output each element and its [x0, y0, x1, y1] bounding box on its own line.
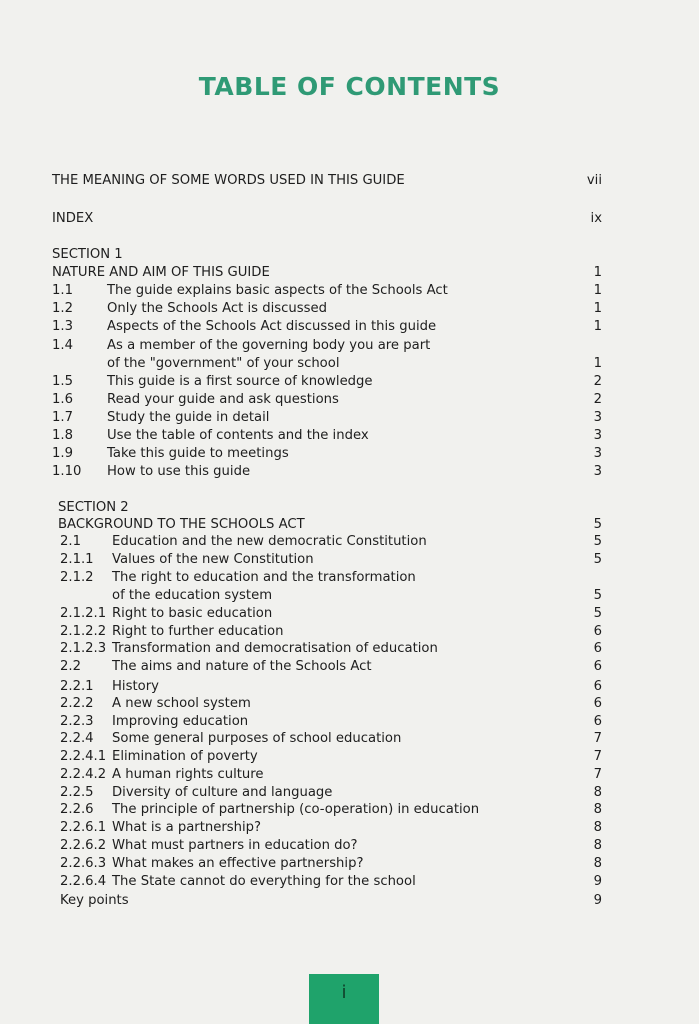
toc-entry-number: 2.1.2 [60, 570, 94, 585]
toc-entry-page: 2 [593, 374, 602, 389]
toc-entry-page: 6 [593, 641, 602, 656]
toc-entry-number: 1.3 [52, 319, 73, 334]
toc-entry-page: 8 [593, 820, 602, 835]
toc-entry-page: 5 [593, 588, 602, 603]
toc-entry-text: Use the table of contents and the index [107, 428, 369, 443]
toc-entry-number: 2.1.2.3 [60, 641, 107, 656]
toc-entry-number: 1.9 [52, 446, 73, 461]
toc-entry-page: 3 [593, 410, 602, 425]
toc-entry-number: 1.6 [52, 392, 73, 407]
toc-entry-number: 2.2.4 [60, 731, 94, 746]
toc-entry-page: 8 [593, 785, 602, 800]
toc-entry-number: 2.1.2.1 [60, 606, 107, 621]
toc-entry-number: 2.2.6.3 [60, 856, 107, 871]
toc-entry-text: Diversity of culture and language [112, 785, 333, 800]
toc-entry-page: 8 [593, 802, 602, 817]
toc-entry-text: Improving education [112, 714, 249, 729]
toc-entry-page: 5 [593, 606, 602, 621]
toc-entry-number: 1.2 [52, 301, 73, 316]
page-number: i [341, 982, 347, 1003]
toc-entry-page: 1 [593, 283, 602, 298]
page-title: TABLE OF CONTENTS [198, 72, 501, 101]
toc-entry-page: 2 [593, 392, 602, 407]
toc-entry-text: What must partners in education do? [112, 838, 358, 853]
toc-entry-text: The right to education and the transformation [112, 570, 416, 585]
toc-entry-text: BACKGROUND TO THE SCHOOLS ACT [58, 517, 305, 532]
toc-entry-number: 2.2.6.4 [60, 874, 107, 889]
toc-entry-page: 5 [593, 552, 602, 567]
page-number-tab [309, 974, 379, 1024]
toc-entry-number: 1.10 [52, 464, 82, 479]
toc-entry-page: 6 [593, 696, 602, 711]
toc-entry-page: 6 [593, 714, 602, 729]
toc-entry-page: 8 [593, 838, 602, 853]
toc-entry-page: 7 [593, 767, 602, 782]
toc-entry-number: 2.2.2 [60, 696, 94, 711]
toc-entry-number: 2.2.4.2 [60, 767, 107, 782]
toc-entry-text: Key points [60, 893, 129, 908]
toc-entry-text: As a member of the governing body you are part [107, 338, 431, 353]
toc-entry-text: Education and the new democratic Constitution [112, 534, 427, 549]
toc-entry-text: How to use this guide [107, 464, 251, 479]
toc-entry-text: Aspects of the Schools Act discussed in this guide [107, 319, 437, 334]
toc-entry-text: What is a partnership? [112, 820, 262, 835]
toc-entry-number: 1.8 [52, 428, 73, 443]
toc-entry-number: 2.2.6 [60, 802, 94, 817]
toc-entry-text: Transformation and democratisation of education [112, 641, 438, 656]
toc-entry-page: 3 [593, 446, 602, 461]
toc-entry-text: A new school system [112, 696, 251, 711]
toc-entry-text: SECTION 2 [58, 500, 129, 515]
toc-entry-page: 3 [593, 464, 602, 479]
toc-entry-text: Some general purposes of school education [112, 731, 402, 746]
toc-entry-text: NATURE AND AIM OF THIS GUIDE [52, 265, 270, 280]
toc-entry-number: 1.1 [52, 283, 73, 298]
toc-entry-text: Study the guide in detail [107, 410, 270, 425]
toc-entry-page: 7 [593, 749, 602, 764]
toc-entry-number: 2.2.3 [60, 714, 94, 729]
toc-entry-text: What makes an effective partnership? [112, 856, 364, 871]
toc-entry-page: 9 [593, 893, 602, 908]
toc-entry-number: 2.1.2.2 [60, 624, 107, 639]
toc-entry-text: History [112, 679, 159, 694]
toc-entry-number: 2.2.6.1 [60, 820, 107, 835]
toc-entry-page: 6 [593, 624, 602, 639]
toc-entry-text: Right to further education [112, 624, 284, 639]
toc-entry-page: 9 [593, 874, 602, 889]
toc-entry-text: SECTION 1 [52, 247, 123, 262]
toc-entry-page: 1 [593, 319, 602, 334]
toc-entry-text: of the education system [112, 588, 273, 603]
toc-entry-number: 2.2 [60, 659, 81, 674]
toc-entry-number: 2.1.1 [60, 552, 94, 567]
toc-entry-text: INDEX [52, 211, 94, 226]
toc-entry-page: ix [590, 211, 602, 226]
toc-entry-text: The principle of partnership (co-operation) in education [112, 802, 480, 817]
toc-entry-text: The guide explains basic aspects of the Schools Act [107, 283, 448, 298]
toc-entry-page: 7 [593, 731, 602, 746]
toc-entry-number: 1.7 [52, 410, 73, 425]
toc-entry-number: 1.4 [52, 338, 73, 353]
toc-entry-number: 2.2.6.2 [60, 838, 107, 853]
toc-entry-page: vii [586, 173, 602, 188]
toc-entry-text: Read your guide and ask questions [107, 392, 339, 407]
toc-entry-page: 1 [593, 265, 602, 280]
toc-entry-text: Right to basic education [112, 606, 273, 621]
toc-entry-text: A human rights culture [112, 767, 264, 782]
toc-entry-page: 6 [593, 679, 602, 694]
toc-entry-page: 3 [593, 428, 602, 443]
toc-entry-number: 2.2.1 [60, 679, 94, 694]
toc-entry-text: This guide is a first source of knowledge [107, 374, 373, 389]
toc-entry-number: 2.2.5 [60, 785, 94, 800]
toc-entry-text: Only the Schools Act is discussed [107, 301, 327, 316]
toc-entry-text: Values of the new Constitution [112, 552, 314, 567]
toc-entry-text: Take this guide to meetings [107, 446, 289, 461]
toc-entry-page: 1 [593, 356, 602, 371]
toc-entry-text: Elimination of poverty [112, 749, 258, 764]
toc-entry-page: 6 [593, 659, 602, 674]
toc-entry-text: The State cannot do everything for the school [112, 874, 416, 889]
toc-entry-text: The aims and nature of the Schools Act [112, 659, 372, 674]
toc-entry-page: 1 [593, 301, 602, 316]
toc-entry-page: 8 [593, 856, 602, 871]
toc-entry-page: 5 [593, 517, 602, 532]
toc-entry-number: 2.2.4.1 [60, 749, 107, 764]
toc-entry-number: 2.1 [60, 534, 81, 549]
toc-entry-page: 5 [593, 534, 602, 549]
toc-entry-text: of the "government" of your school [107, 356, 340, 371]
toc-entry-text: THE MEANING OF SOME WORDS USED IN THIS GUIDE [52, 173, 405, 188]
toc-entry-number: 1.5 [52, 374, 73, 389]
